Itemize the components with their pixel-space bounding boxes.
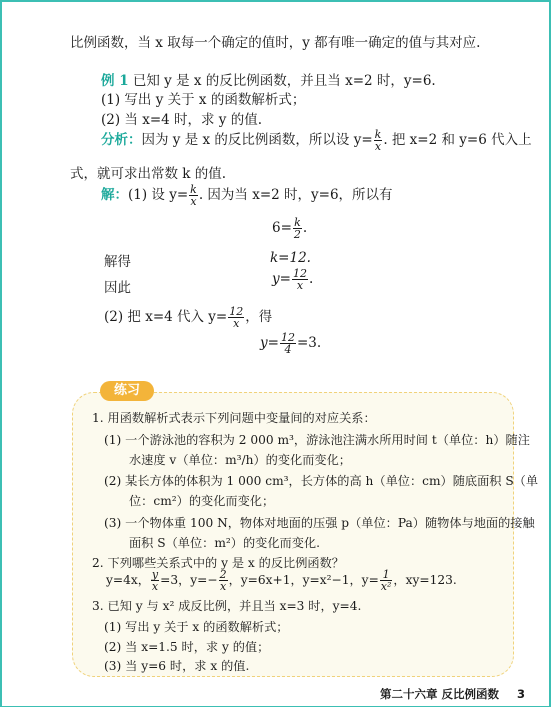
practice-item-3-3: (3) 当 y=6 时，求 x 的值. — [104, 659, 250, 673]
example-label: 例 1 — [101, 73, 129, 89]
solution-text-b: . 因为当 x=2 时，y=6，所以有 — [198, 187, 393, 203]
fraction-k-over-2: $\frac{k}{2}$ — [293, 216, 301, 241]
practice-item-1-2a: (2) 某长方体的体积为 1 000 cm³，长方体的高 h（单位：cm）随底面积 S（单 — [104, 474, 539, 488]
jiede-label: 解得 — [104, 254, 131, 270]
practice-item-1-1b: 水速度 v（单位：m³/h）的变化而变化； — [129, 453, 351, 467]
chapter-title: 第二十六章 反比例函数 — [380, 687, 500, 701]
fraction-12-over-x: $\frac{12}{x}$ — [292, 267, 307, 292]
equation-2: k=12. — [270, 250, 311, 266]
solution-text-a: (1) 设 y= — [128, 187, 189, 203]
practice-item-1-3b: 面积 S（单位：m²）的变化而变化. — [129, 536, 320, 550]
practice-item-1-1a: (1) 一个游泳池的容积为 2 000 m³，游泳池注满水所用时间 t（单位：h）随注 — [104, 433, 530, 447]
page-footer — [380, 686, 525, 702]
practice-item-2: 2. 下列哪些关系式中的 y 是 x 的反比例函数？ — [92, 556, 344, 570]
practice-item-1-2b: 位：cm²）的变化而变化； — [129, 494, 275, 508]
analysis-continued: 式，就可求出常数 k 的值. — [70, 166, 227, 182]
practice-tag: 练习 — [100, 381, 154, 401]
fraction-1-over-x2: $\frac{1}{\text{x²}}$ — [380, 568, 392, 593]
analysis-line — [101, 128, 532, 152]
fraction-12-over-4: $\frac{12}{4}$ — [280, 331, 295, 356]
text-line: 比例函数，当 x 取每一个确定的值时，y 都有唯一确定的值与其对应. — [70, 35, 481, 51]
example-heading — [101, 69, 436, 89]
practice-item-3-2: (2) 当 x=1.5 时，求 y 的值； — [104, 640, 270, 654]
practice-item-1: 1. 用函数解析式表示下列问题中变量间的对应关系： — [92, 411, 376, 425]
analysis-label: 分析： — [101, 132, 142, 148]
practice-item-3-1: (1) 写出 y 关于 x 的函数解析式； — [104, 620, 289, 634]
equation-3: y= $\frac{12}{x}$ . — [272, 267, 314, 292]
fraction-y-over-x: $\frac{y}{x}$ — [151, 568, 159, 593]
solution-label: 解： — [101, 187, 128, 203]
equation-1: 6= $\frac{k}{2}$ . — [272, 216, 308, 241]
question-2: (2) 当 x=4 时，求 y 的值. — [101, 112, 263, 128]
analysis-text-a: 因为 y 是 x 的反比例函数，所以设 y= — [141, 132, 373, 148]
fraction-k-over-x: $\frac{k}{x}$ — [190, 183, 197, 208]
yinci-label: 因此 — [104, 280, 131, 296]
practice-item-3: 3. 已知 y 与 x² 成反比例，并且当 x=3 时，y=4. — [92, 599, 362, 613]
practice-item-1-3a: (3) 一个物体重 100 N，物体对地面的压强 p（单位：Pa）随物体与地面的接触 — [104, 516, 535, 530]
analysis-text-b: . 把 x=2 和 y=6 代入上 — [383, 132, 532, 148]
part-2-line: (2) 把 x=4 代入 y= $\frac{12}{x}$ ，得 — [104, 305, 273, 330]
fraction-12-over-x: $\frac{12}{x}$ — [229, 305, 244, 330]
question-1: (1) 写出 y 关于 x 的函数解析式； — [101, 92, 306, 108]
solution-line — [101, 183, 393, 207]
fraction-2-over-x: $\frac{2}{x}$ — [219, 568, 227, 593]
fraction-k-over-x: $\frac{k}{x}$ — [374, 128, 382, 153]
equation-4: y= $\frac{12}{4}$ =3. — [260, 331, 322, 356]
page-number: 3 — [517, 687, 526, 701]
practice-item-2-options: y=4x， $\frac{y}{x}$ =3，y=− $\frac{2}{x}$ ，y=6x+1，y=x²−1，y= $\frac{1}{\text{x²}}$ ，xy=123. — [106, 568, 457, 593]
example-text: 已知 y 是 x 的反比例函数，并且当 x=2 时，y=6. — [132, 73, 436, 89]
